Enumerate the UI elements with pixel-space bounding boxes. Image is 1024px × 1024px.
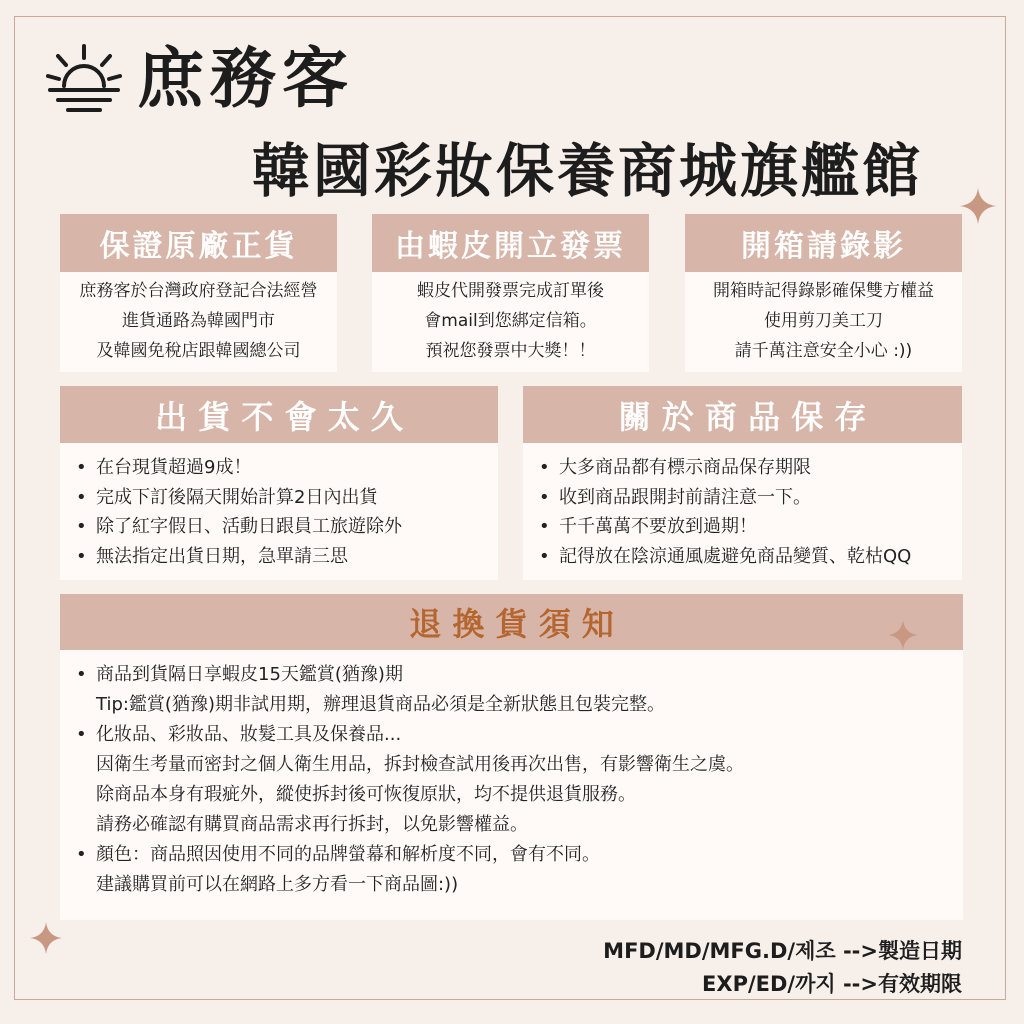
returns-line: • 化妝品、彩妝品、妝髮工具及保養品... xyxy=(96,724,402,745)
returns-line: 除商品本身有瑕疵外，縱使拆封後可恢復原狀，均不提供退貨服務。 xyxy=(96,784,636,805)
returns-body xyxy=(60,650,963,920)
returns-list xyxy=(60,650,963,900)
shipping-body xyxy=(60,443,498,580)
invoice-line: 蝦皮代開發票完成訂單後 xyxy=(417,281,604,301)
invoice-line: 會mail到您綁定信箱。 xyxy=(424,311,597,331)
storage-box xyxy=(523,386,962,580)
unboxing-box xyxy=(685,214,962,372)
shipping-heading: 出 貨 不 會 太 久 xyxy=(60,386,498,443)
returns-heading: 退 換 貨 須 知 xyxy=(60,594,963,650)
genuine-goods-line: 進貨通路為韓國門市 xyxy=(122,311,275,331)
exp-codes: EXP/ED/까지 xyxy=(702,972,836,996)
exp-note xyxy=(702,968,962,998)
storage-heading: 關 於 商 品 保 存 xyxy=(523,386,962,443)
returns-line: • 顏色：商品照因使用不同的品牌螢幕和解析度不同，會有不同。 xyxy=(96,844,600,865)
sparkle-icon xyxy=(960,188,996,224)
invoice-box xyxy=(372,214,649,372)
returns-line: 請務必確認有購買商品需求再行拆封，以免影響權益。 xyxy=(96,814,528,835)
mfd-note xyxy=(603,935,962,965)
invoice-heading: 由蝦皮開立發票 xyxy=(372,214,649,272)
genuine-goods-line: 庶務客於台灣政府登記合法經營 xyxy=(79,281,318,301)
list-item: • 在台現貨超過9成！ xyxy=(76,453,498,483)
mfd-codes: MFD/MD/MFG.D/제조 xyxy=(603,939,836,963)
list-item xyxy=(76,840,963,900)
unboxing-line: 開箱時記得錄影確保雙方權益 xyxy=(713,281,934,301)
sparkle-icon xyxy=(888,620,918,650)
list-item: • 千千萬萬不要放到過期！ xyxy=(539,512,962,542)
shipping-list xyxy=(60,443,498,571)
list-item: • 完成下訂後隔天開始計算2日內出貨 xyxy=(76,483,498,513)
returns-line: 建議購買前可以在網路上多方看一下商品圖:)) xyxy=(96,874,459,895)
sunrise-icon xyxy=(44,38,124,118)
list-item: • 大多商品都有標示商品保存期限 xyxy=(539,453,962,483)
sparkle-icon xyxy=(30,922,62,954)
shipping-box xyxy=(60,386,498,580)
list-item: • 除了紅字假日、活動日跟員工旅遊除外 xyxy=(76,512,498,542)
list-item: • 記得放在陰涼通風處避免商品變質、乾枯QQ xyxy=(539,542,962,572)
returns-line: Tip:鑑賞(猶豫)期非試用期，辦理退貨商品必須是全新狀態且包裝完整。 xyxy=(96,694,665,715)
list-item xyxy=(76,660,963,720)
list-item: • 無法指定出貨日期，急單請三思 xyxy=(76,542,498,572)
unboxing-heading: 開箱請錄影 xyxy=(685,214,962,272)
page-title: 韓國彩妝保養商城旗艦館 xyxy=(252,137,924,205)
list-item xyxy=(76,720,963,840)
invoice-line: 預祝您發票中大獎！！ xyxy=(425,341,596,361)
genuine-goods-box xyxy=(60,214,337,372)
genuine-goods-heading: 保證原廠正貨 xyxy=(60,214,337,272)
unboxing-line: 使用剪刀美工刀 xyxy=(764,311,883,331)
brand-logo xyxy=(44,38,354,118)
returns-box xyxy=(60,594,963,920)
genuine-goods-body xyxy=(60,272,337,372)
mfd-meaning: -->製造日期 xyxy=(842,939,962,963)
unboxing-line: 請千萬注意安全小心 :)) xyxy=(734,341,913,361)
brand-name: 庶務客 xyxy=(138,39,354,117)
storage-body xyxy=(523,443,962,580)
list-item: • 收到商品跟開封前請注意一下。 xyxy=(539,483,962,513)
exp-meaning: -->有效期限 xyxy=(842,972,962,996)
invoice-body xyxy=(372,272,649,372)
unboxing-body xyxy=(685,272,962,372)
returns-line: 因衛生考量而密封之個人衛生用品，拆封檢查試用後再次出售，有影響衛生之虞。 xyxy=(96,754,744,775)
returns-line: • 商品到貨隔日享蝦皮15天鑑賞(猶豫)期 xyxy=(96,664,403,685)
storage-list xyxy=(523,443,962,571)
genuine-goods-line: 及韓國免稅店跟韓國總公司 xyxy=(96,341,301,361)
